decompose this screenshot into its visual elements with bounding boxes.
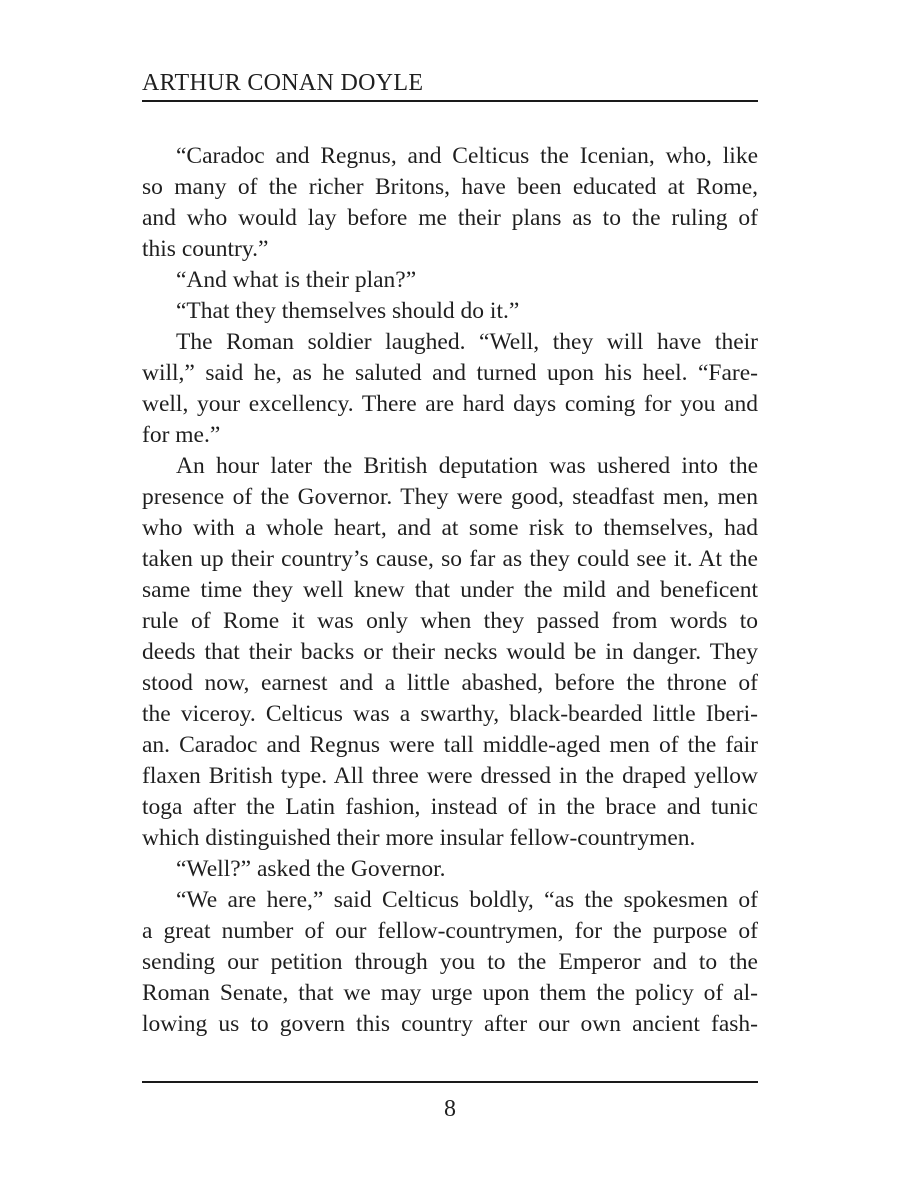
text-line: an. Caradoc and Regnus were tall middle-aged men of the fair xyxy=(142,732,758,758)
text-line: the viceroy. Celticus was a swarthy, black-bearded little Iberi- xyxy=(142,701,758,727)
text-line: toga after the Latin fashion, instead of in the brace and tunic xyxy=(142,794,758,820)
text-line: deeds that their backs or their necks would be in danger. They xyxy=(142,639,758,665)
text-line: and who would lay before me their plans as to the ruling of xyxy=(142,205,758,231)
footer-rule xyxy=(142,1081,758,1083)
text-line: The Roman soldier laughed. “Well, they will have their xyxy=(176,329,758,355)
text-line: this country.” xyxy=(142,236,269,262)
text-line: “Well?” asked the Governor. xyxy=(176,856,446,882)
text-line: presence of the Governor. They were good, steadfast men, men xyxy=(142,484,758,510)
text-line: stood now, earnest and a little abashed, before the throne of xyxy=(142,670,758,696)
text-line: “That they themselves should do it.” xyxy=(176,298,520,324)
text-line: “Caradoc and Regnus, and Celticus the Icenian, who, like xyxy=(176,143,758,169)
text-line: lowing us to govern this country after our own ancient fash- xyxy=(142,1011,758,1037)
text-line: “We are here,” said Celticus boldly, “as the spokesmen of xyxy=(176,887,758,913)
text-line: so many of the richer Britons, have been educated at Rome, xyxy=(142,174,758,200)
text-line: for me.” xyxy=(142,422,221,448)
text-line: “And what is their plan?” xyxy=(176,267,417,293)
text-line: a great number of our fellow-countrymen, for the purpose of xyxy=(142,918,758,944)
text-line: which distinguished their more insular fellow-countrymen. xyxy=(142,825,696,851)
text-line: will,” said he, as he saluted and turned upon his heel. “Fare- xyxy=(142,360,758,386)
running-head: ARTHUR CONAN DOYLE xyxy=(142,70,424,96)
text-line: taken up their country’s cause, so far as they could see it. At the xyxy=(142,546,758,572)
text-line: rule of Rome it was only when they passed from words to xyxy=(142,608,758,634)
text-line: well, your excellency. There are hard days coming for you and xyxy=(142,391,758,417)
text-line: sending our petition through you to the Emperor and to the xyxy=(142,949,758,975)
text-line: who with a whole heart, and at some risk to themselves, had xyxy=(142,515,758,541)
text-line: An hour later the British deputation was ushered into the xyxy=(176,453,758,479)
page-number: 8 xyxy=(444,1096,456,1122)
body-text xyxy=(142,141,758,1040)
text-line: flaxen British type. All three were dressed in the draped yellow xyxy=(142,763,758,789)
text-line: Roman Senate, that we may urge upon them the policy of al- xyxy=(142,980,758,1006)
header-rule xyxy=(142,100,758,102)
text-line: same time they well knew that under the mild and beneficent xyxy=(142,577,758,603)
